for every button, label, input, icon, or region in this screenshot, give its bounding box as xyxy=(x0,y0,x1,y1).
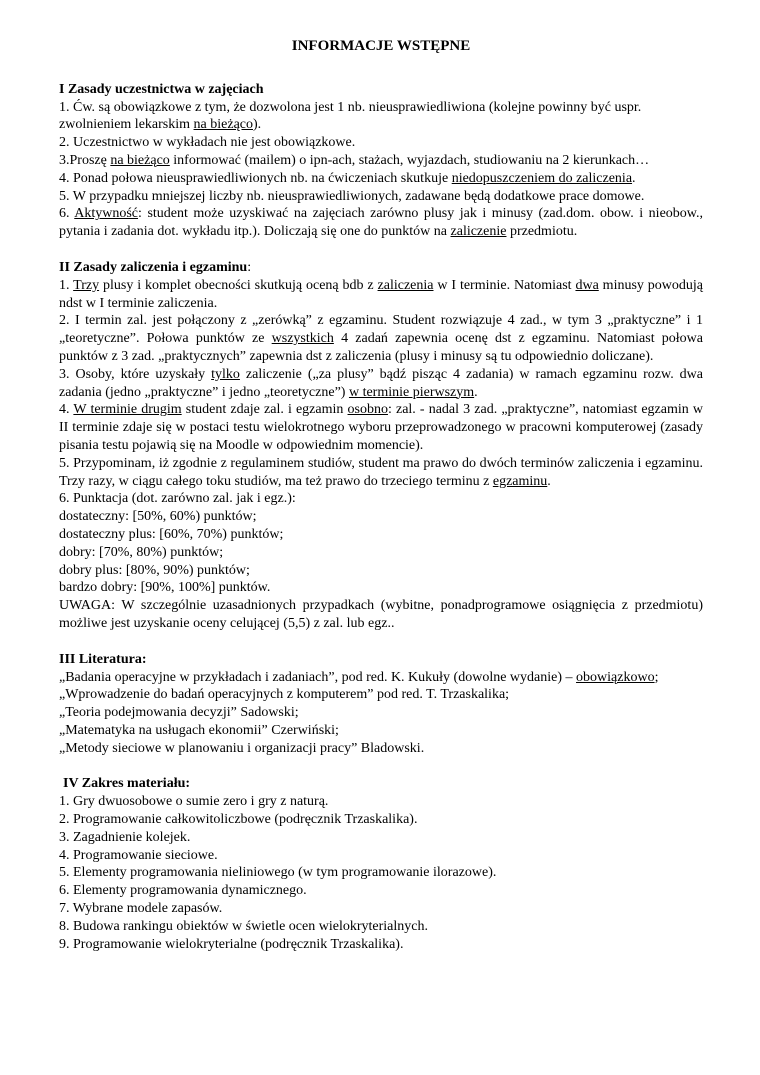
text-run: 4 zadań zapewnia ocenę dst z egzaminu. Natomiast połowa punktów z 3 zad. „praktycznych” zapewnia dst z zaliczenia (plusy i minusy są tu odpowiednio doliczane). xyxy=(59,331,703,364)
book-entry: „Teoria podejmowania decyzji” Sadowski; xyxy=(59,705,299,721)
topic-item: 2. Programowanie całkowitoliczbowe (podręcznik Trzaskalika). xyxy=(59,812,418,828)
topic-item: 5. Elementy programowania nieliniowego (w tym programowanie ilorazowe). xyxy=(59,865,497,881)
text-run: w I terminie. Natomiast xyxy=(433,277,576,293)
text-run: . xyxy=(474,384,478,400)
underlined-text: osobno xyxy=(347,402,388,418)
paragraph xyxy=(59,170,703,188)
paragraph xyxy=(59,455,703,491)
text-run: 3. Osoby, które uzyskały xyxy=(59,366,212,382)
paragraph: 6. Punktacja (dot. zarówno zal. jak i egz.): xyxy=(59,491,296,507)
grade-line: bardzo dobry: [90%, 100%] punktów. xyxy=(59,580,271,596)
text-run: minusy powodują ndst w I terminie zaliczenia. xyxy=(59,277,704,311)
text-run: . xyxy=(547,473,551,489)
topic-item: 7. Wybrane modele zapasów. xyxy=(59,901,223,917)
text-run: przedmiotu. xyxy=(506,224,578,240)
text-run: 4. xyxy=(59,402,74,418)
underlined-text: dwa xyxy=(575,277,599,293)
topic-item: 6. Elementy programowania dynamicznego. xyxy=(59,883,307,899)
grade-line: dobry: [70%, 80%) punktów; xyxy=(59,544,224,560)
section-heading: I Zasady uczestnictwa w zajęciach xyxy=(59,81,264,97)
book-entry: „Metody sieciowe w planowaniu i organizacji pracy” Bladowski. xyxy=(59,740,425,756)
section-heading: II Zasady zaliczenia i egzaminu xyxy=(59,259,248,275)
text-run: 1. xyxy=(59,277,74,293)
section-participation-rules xyxy=(59,81,703,241)
book-entry: „Wprowadzenie do badań operacyjnych z komputerem” pod red. T. Trzaskalika; xyxy=(59,687,510,703)
text-run: 1. Ćw. są obowiązkowe z tym, że dozwolona jest 1 nb. nieusprawiedliwiona (kolejne powinny być uspr. zwolnieniem lekarskim xyxy=(59,99,642,133)
underlined-text: na bieżąco xyxy=(193,117,253,133)
heading-colon: : xyxy=(247,259,252,275)
underlined-text: Aktywność xyxy=(74,206,139,222)
section-heading: III Literatura: xyxy=(59,651,147,667)
text-run: student zdaje zal. i egzamin xyxy=(181,402,348,418)
paragraph xyxy=(59,277,703,313)
text-run: . xyxy=(632,170,636,186)
text-run: 3.Proszę xyxy=(59,152,111,168)
note-paragraph: UWAGA: W szczególnie uzasadnionych przypadkach (wybitne, ponadprogramowe osiągnięcia z przedmiotu) możliwe jest uzyskanie oceny celującej (5,5) z zal. lub egz.. xyxy=(59,598,703,631)
underlined-text: obowiązkowo xyxy=(576,669,655,685)
paragraph xyxy=(59,99,703,135)
topic-item: 9. Programowanie wielokryterialne (podręcznik Trzaskalika). xyxy=(59,936,404,952)
section-grading-rules xyxy=(59,259,703,633)
text-run: ). xyxy=(253,117,262,133)
underlined-text: niedopuszczeniem do zaliczenia xyxy=(451,170,633,186)
underlined-text: zaliczenie xyxy=(450,224,507,240)
underlined-text: Trzy xyxy=(73,277,100,293)
paragraph xyxy=(59,312,703,365)
book-entry xyxy=(59,669,703,687)
text-run: 5. Przypominam, iż zgodnie z regulaminem studiów, student ma prawo do dwóch terminów zaliczenia i egzaminu. Trzy razy, w ciągu całego toku studiów, ma też prawo do trzeciego terminu z xyxy=(59,455,703,489)
paragraph xyxy=(59,401,703,454)
text-run: 4. Ponad połowa nieusprawiedliwionych nb. na ćwiczeniach skutkuje xyxy=(59,170,452,186)
text-run: 2. I termin zal. jest połączony z „zerówką” z egzaminu. Student rozwiązuje 4 zad., w tym 3 „praktyczne” i 1 „teoretyczne”. Połowa punktów ze xyxy=(59,313,703,347)
grade-line: dostateczny plus: [60%, 70%) punktów; xyxy=(59,526,284,542)
underlined-text: w terminie pierwszym xyxy=(348,384,475,400)
underlined-text: na bieżąco xyxy=(110,152,170,168)
underlined-text: W terminie drugim xyxy=(73,402,182,418)
text-run: „Badania operacyjne w przykładach i zadaniach”, pod red. K. Kukuły (dowolne wydanie) – xyxy=(59,669,577,685)
topic-item: 4. Programowanie sieciowe. xyxy=(59,847,218,863)
underlined-text: egzaminu xyxy=(492,473,548,489)
underlined-text: zaliczenia xyxy=(377,277,434,293)
paragraph xyxy=(59,152,703,170)
underlined-text: tylko xyxy=(211,366,240,382)
section-literature xyxy=(59,651,703,758)
underlined-text: wszystkich xyxy=(271,331,334,347)
paragraph: 5. W przypadku mniejszej liczby nb. nieusprawiedliwionych, zadawane będą dodatkowe prace domowe. xyxy=(59,188,645,204)
paragraph xyxy=(59,366,703,402)
section-heading-line xyxy=(59,259,703,277)
section-heading: IV Zakres materiału: xyxy=(63,776,191,792)
text-run: zaliczenie („za plusy” bądź pisząc 4 zadania) w ramach egzaminu rozw. dwa zadania (jedno „praktyczne” i jedno „teoretyczne”) xyxy=(59,366,704,400)
book-entry: „Matematyka na usługach ekonomii” Czerwiński; xyxy=(59,722,339,738)
text-run: plusy i komplet obecności skutkują oceną bdb z xyxy=(99,277,378,293)
paragraph xyxy=(59,205,703,241)
text-run: 6. xyxy=(59,206,75,222)
page-title: INFORMACJE WSTĘPNE xyxy=(291,38,471,54)
grade-line: dobry plus: [80%, 90%) punktów; xyxy=(59,562,250,578)
grade-line: dostateczny: [50%, 60%) punktów; xyxy=(59,509,257,525)
text-run: ; xyxy=(654,669,659,685)
paragraph: 2. Uczestnictwo w wykładach nie jest obowiązkowe. xyxy=(59,135,356,151)
text-run: : zal. - nadal 3 zad. „praktyczne”, natomiast egzamin w II terminie zdaje się w postaci testu wielokrotnego wyboru przeprowadzonego w pracowni komputerowej (zasady pisania testu pojawią się na Moodle w odpowiednim momencie). xyxy=(59,402,703,453)
topic-item: 8. Budowa rankingu obiektów w świetle ocen wielokryterialnych. xyxy=(59,918,428,934)
text-run: informować (mailem) o ipn-ach, stażach, wyjazdach, studiowaniu na 2 kierunkach… xyxy=(169,152,650,168)
text-run: : student może uzyskiwać na zajęciach zarówno plusy jak i minusy (zad.dom. obow. i nieobow., pytania i zadania dot. wykładu itp.). Doliczają się one do punktów na xyxy=(59,206,703,240)
topic-item: 1. Gry dwuosobowe o sumie zero i gry z naturą. xyxy=(59,794,329,810)
section-course-scope xyxy=(59,775,703,953)
topic-item: 3. Zagadnienie kolejek. xyxy=(59,829,191,845)
